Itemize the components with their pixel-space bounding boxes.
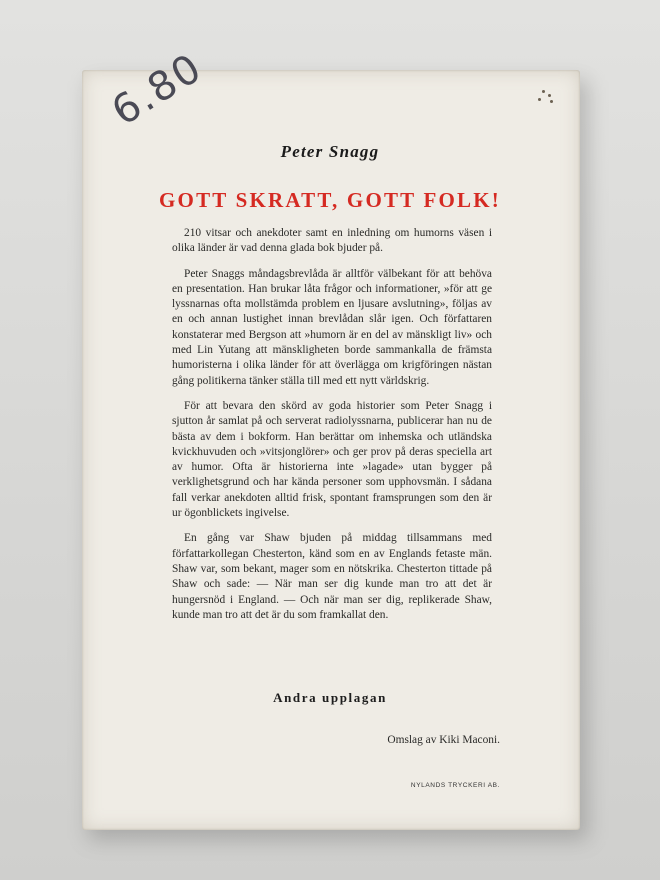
blurb-paragraph-3: För att bevara den skörd av goda historier som Peter Snagg i sjutton år samlat på och serverat radiolyssnarna, publicerar han nu de bästa av dem i bokform. Han berättar om inhemska och utländska kvickhuvuden och »vitsjonglörer» och ger prov på deras speciella art av humor. Ofta är historierna inte »lagade» utan bygger på verklighetsgrund och har kända personer som upphovsmän. I sådana fall verkar anekdoten alltid frisk, spontant framsprungen som den är ur ögonblickets ingivelse. (172, 399, 492, 520)
book-title: GOTT SKRATT, GOTT FOLK! (159, 188, 501, 212)
cover-credit: Omslag av Kiki Maconi. (387, 734, 500, 746)
handwritten-price: 6.80 (104, 44, 211, 136)
author-name: Peter Snagg (280, 142, 380, 161)
printer-credit: NYLANDS TRYCKERI AB. (410, 782, 500, 789)
blurb-paragraph-1: 210 vitsar och anekdoter samt en inledning om humorns väsen i olika länder är vad denna glada bok bjuder på. (172, 227, 492, 255)
edition-label: Andra upplagan (273, 690, 387, 705)
blurb-text (172, 226, 492, 633)
blurb-paragraph-4: En gång var Shaw bjuden på middag tillsammans med författarkollegan Chesterton, känd som en av Englands fetaste män. Shaw var, som bekant, mager som en nötskrika. Chesterton tittade på Shaw och sade: — När man ser dig kunde man tro att det är hungersnöd i England. — Och när man ser dig, replikerade Shaw, kunde man tro att det är du som framkallat den. (172, 532, 492, 621)
cover-specks (536, 88, 556, 108)
blurb-paragraph-2: Peter Snaggs måndagsbrevlåda är alltför välbekant för att behöva en presentation. Han brukar låta frågor och informationer, »för att ge lyssnarnas ofta mollstämda problem en ljusare avslutning», följas av en och annan lustighet innan brevlådan slår igen. Och författaren konstaterar med Bergson att »humorn är en del av mänskligt liv» och med Lin Yutang att mänskligheten borde sammankalla de främsta humoristerna i olika länder för att överlägga om krigföringen nästan gång politikerna tänker ställa till med ett nytt världskrig. (172, 267, 492, 387)
